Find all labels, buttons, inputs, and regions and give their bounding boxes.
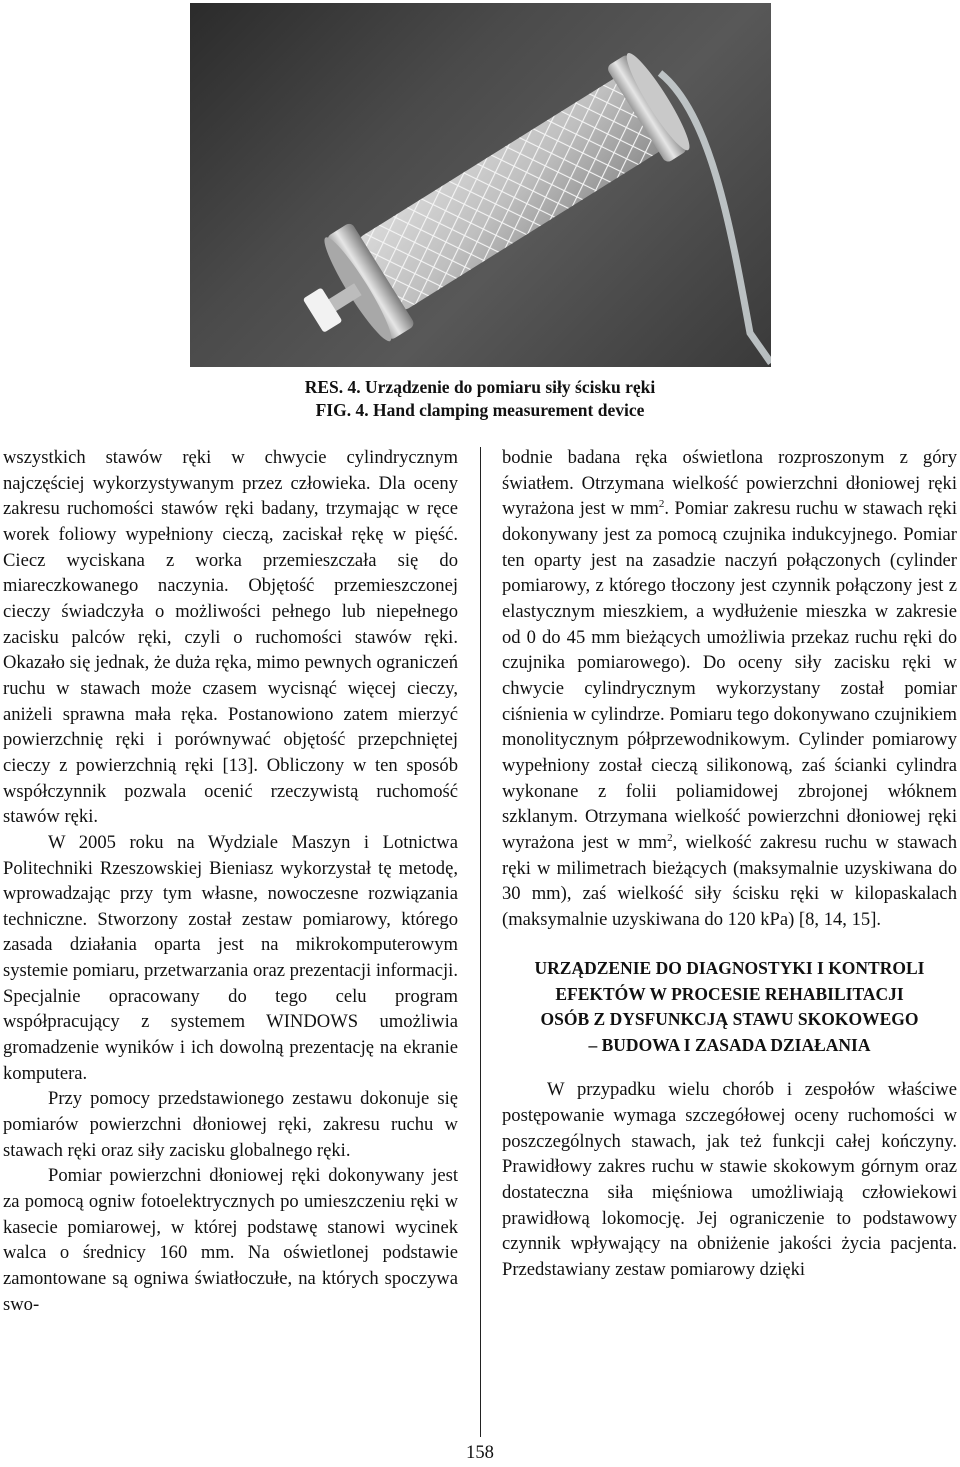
paragraph: Pomiar powierzchni dłoniowej ręki dokonywany jest za pomocą ogniw fotoelektrycznych po umieszczeniu ręki w kasecie pomiarowej, w której podstawę stanowi wycinek walca o średnicy 160 mm. Na oświetlonej podstawie zamontowane są ogniwa światłoczułe, na których spoczywa swo- <box>3 1165 458 1315</box>
left-column <box>3 445 458 1317</box>
paragraph: Przy pomocy przedstawionego zestawu dokonuje się pomiarów powierzchni dłoniowej ręki, zakresu ruchu w stawach ręki oraz siły zacisku globalnego ręki. <box>3 1088 458 1161</box>
superscript: 2 <box>667 831 673 844</box>
heading-line: URZĄDZENIE DO DIAGNOSTYKI I KONTROLI <box>534 958 925 979</box>
text-span: , wielkość zakresu ruchu w stawach ręki w milimetrach bieżących (maksymalnie uzyskiwana do 30 mm), zaś wielkość siły ścisku ręki w kilopaskalach (maksymalnie uzyskiwana do 120 kPa) [8, 14, 15]. <box>502 831 957 930</box>
paragraph: W 2005 roku na Wydziale Maszyn i Lotnictwa Politechniki Rzeszowskiej Bieniasz wykorzystał tę metodę, wprowadzając przy tym własne, nowoczesne rozwiązania techniczne. Stworzony został zestaw pomiarowy, którego zasada działania oparta jest na mikrokomputerowym systemie pomiaru, przetwarzania oraz prezentacji informacji. Specjalnie opracowany do tego celu program współpracujący z systemem WINDOWS umożliwia gromadzenie wyników i ich dowolną prezentację na ekranie komputera. <box>3 831 458 1084</box>
figure-caption-pl: RES. 4. Urządzenie do pomiaru siły ścisku ręki <box>304 377 656 397</box>
section-heading <box>502 956 957 1058</box>
page-number: 158 <box>466 1442 494 1463</box>
right-column <box>502 445 957 1283</box>
heading-line: – BUDOWA I ZASADA DZIAŁANIA <box>588 1034 871 1055</box>
paragraph: wszystkich stawów ręki w chwycie cylindrycznym najczęściej wykorzystywanym przez człowieka. Dla oceny zakresu ruchomości stawów ręki badany, trzymając w ręce worek foliowy wypełniony cieczą, zaciskał rękę w pięść. Ciecz wyciskana z worka przemieszczała się do miareczkowanego naczynia. Objętość przemieszczonej cieczy świadczyła o możliwości pełnego lub niepełnego zacisku palców ręki, czyli o ruchomości stawów ręki. Okazało się jednak, że duża ręka, mimo pewnych ograniczeń ruchu w stawach może czasem wycisnąć więcej cieczy, aniżeli sprawna mała ręka. Postanowiono zatem mierzyć powierzchnię ręki i porównywać objętość przepchniętej cieczy z powierzchnią ręki [13]. Obliczony w ten sposób współczynnik pozwala ocenić rzeczywistą ruchomość stawów ręki. <box>3 447 458 828</box>
heading-line: EFEKTÓW W PROCESIE REHABILITACJI <box>555 983 904 1004</box>
text-span: bodnie badana ręka oświetlona rozproszonym z góry światłem. Otrzymana wielkość powierzchni dłoniowej ręki wyrażona jest w mm <box>502 447 957 520</box>
superscript: 2 <box>658 498 665 511</box>
paragraph <box>502 445 957 932</box>
figure-caption-en: FIG. 4. Hand clamping measurement device <box>315 400 645 420</box>
text-span: . Pomiar zakresu ruchu w stawach ręki dokonywany jest za pomocą czujnika indukcyjnego. Pomiar ten oparty jest na zasadzie naczyń połączonych (cylinder pomiarowy, z którego tłoczony jest czynnik połączony jest z elastycznym mieszkiem, a wydłużenie mieszka w zakresie od 0 do 45 mm bieżących umożliwia przekaz ruchu ręki do czujnika pomiarowego). Do oceny siły zacisku ręki w chwycie cylindrycznym wykorzystany został pomiar ciśnienia w cylindrze. Pomiaru tego dokonywano czujnikiem monolitycznym półprzewodnikowym. Cylinder pomiarowy wypełniony został cieczą silikonową, zaś ścianki cylindra wykonane z folii poliamidowej zbrojonej włóknem szklanym. Otrzymana wielkość powierzchni dłoniowej ręki wyrażona jest w mm <box>502 498 958 853</box>
column-divider <box>480 447 481 1437</box>
heading-line: OSÓB Z DYSFUNKCJĄ STAWU SKOKOWEGO <box>540 1009 919 1030</box>
mesh-cylinder <box>281 45 698 367</box>
device-photo <box>190 3 771 367</box>
paragraph: W przypadku wielu chorób i zespołów właściwe postępowanie wymaga szczegółowej oceny ruchomości w poszczególnych stawach, jak też funkcji całej kończyny. Prawidłowy zakres ruchu w stawie skokowym górnym oraz dostateczna siła mięśniowa umożliwiają człowiekowi prawidłową lokomocję. Jej ograniczenie to podstawowy czynnik wpływający na obniżenie jakości życia pacjenta. Przedstawiany zestaw pomiarowy dzięki <box>502 1079 957 1281</box>
